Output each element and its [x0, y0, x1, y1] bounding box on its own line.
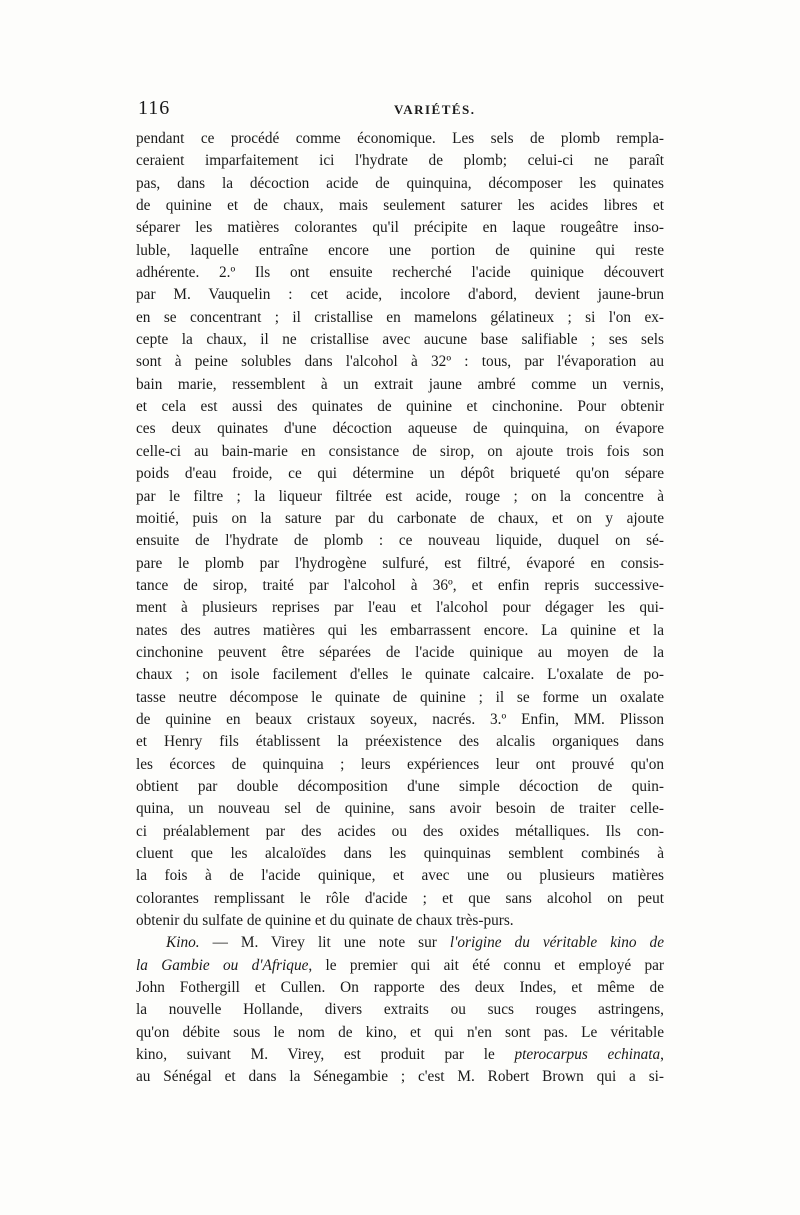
kino-paragraph-line: qu'on débite sous le nom de kino, et qui n'en sont pas. Le véritable — [136, 1023, 664, 1041]
text-line: tance de sirop, traité par l'alcohol à 36º, et enfin repris successive- — [136, 576, 664, 594]
text-line: ceraient imparfaitement ici l'hydrate de plomb; celui-ci ne paraît — [136, 152, 664, 170]
text-line: sont à peine solubles dans l'alcohol à 32º : tous, par l'évaporation au — [136, 353, 664, 371]
text-line: cinchonine peuvent être séparées de l'acide quinique au moyen de la — [136, 643, 664, 661]
kino-paragraph-line: John Fothergill et Cullen. On rapporte des deux Indes, et même de — [136, 979, 664, 997]
text-line: cepte la chaux, il ne cristallise avec aucune base salifiable ; ses sels — [136, 331, 664, 349]
text-line: tasse neutre décompose le quinate de quinine ; il se forme un oxalate — [136, 688, 664, 706]
text-line: moitié, puis on la sature par du carbonate de chaux, et on y ajoute — [136, 509, 664, 527]
text-line: adhérente. 2.º Ils ont ensuite recherché l'acide quinique découvert — [136, 264, 664, 282]
kino-paragraph-line — [136, 955, 664, 977]
running-head: VARIÉTÉS. — [394, 102, 476, 117]
text-line: en se concentrant ; il cristallise en mamelons gélatineux ; si l'on ex- — [136, 308, 664, 326]
kino-intro: — M. Virey lit une note sur — [199, 934, 450, 952]
text-line: par M. Vauquelin : cet acide, incolore d'abord, devient jaune-brun — [136, 286, 664, 304]
text-line: par le filtre ; la liqueur filtrée est acide, rouge ; on la concentre à — [136, 487, 664, 505]
text-line: de quinine en beaux cristaux soyeux, nacrés. 3.º Enfin, MM. Plisson — [136, 710, 664, 728]
kino-paragraph-line: la nouvelle Hollande, divers extraits ou sucs rouges astringens, — [136, 1001, 664, 1019]
kino-text: , — [660, 1046, 664, 1064]
text-line: poids d'eau froide, ce qui détermine un dépôt briqueté qu'on sépare — [136, 465, 664, 483]
text-line: et Henry fils établissent la préexistence des alcalis organiques dans — [136, 733, 664, 751]
page-header — [138, 97, 664, 121]
kino-text: , le premier qui ait été connu et employé par — [308, 956, 664, 974]
text-line: ment à plusieurs reprises par l'eau et l'alcohol pour dégager les qui- — [136, 599, 664, 617]
text-line: et cela est aussi des quinates de quinine et cinchonine. Pour obtenir — [136, 398, 664, 416]
kino-note-title-continued: la Gambie ou d'Afrique — [136, 956, 309, 974]
text-line: pas, dans la décoction acide de quinquina, décomposer les quinates — [136, 174, 664, 192]
kino-paragraph-first-line — [136, 932, 664, 954]
text-line: nates des autres matières qui les embarrassent encore. La quinine et la — [136, 621, 664, 639]
text-line: obtient par double décomposition d'une simple décoction de quin- — [136, 777, 664, 795]
kino-heading: Kino. — [166, 934, 200, 952]
kino-note-title: l'origine du véritable kino de — [449, 934, 664, 952]
kino-paragraph-line — [136, 1044, 664, 1066]
text-line: les écorces de quinquina ; leurs expériences leur ont prouvé qu'on — [136, 755, 664, 773]
text-line: colorantes remplissant le rôle d'acide ; et que sans alcohol on peut — [136, 889, 664, 907]
text-line: celle-ci au bain-marie en consistance de sirop, on ajoute trois fois son — [136, 442, 664, 460]
text-line-paragraph-end: obtenir du sulfate de quinine et du quinate de chaux très-purs. — [136, 912, 514, 930]
text-line: ces deux quinates d'une décoction aqueuse de quinquina, on évapore — [136, 420, 664, 438]
kino-species-name: pterocarpus echinata — [514, 1046, 661, 1064]
text-line: cluent que les alcaloïdes dans les quinquinas semblent combinés à — [136, 845, 664, 862]
text-line: ensuite de l'hydrate de plomb : ce nouveau liquide, duquel on sé- — [136, 532, 664, 550]
text-line: la fois à de l'acide quinique, et avec une ou plusieurs matières — [136, 867, 664, 885]
text-line: bain marie, ressemblent à un extrait jaune ambré comme un vernis, — [136, 375, 664, 393]
text-line: pare le plomb par l'hydrogène sulfuré, est filtré, évaporé en consis- — [136, 554, 664, 572]
kino-text: kino, suivant M. Virey, est produit par le — [136, 1046, 515, 1064]
text-line: pendant ce procédé comme économique. Les sels de plomb rempla- — [136, 130, 664, 147]
text-line: chaux ; on isole facilement d'elles le quinate calcaire. L'oxalate de po- — [136, 666, 664, 684]
text-line: séparer les matières colorantes qu'il précipite en laque rougeâtre inso- — [136, 219, 664, 237]
text-line: de quinine et de chaux, mais seulement saturer les acides libres et — [136, 197, 664, 215]
text-line: quina, un nouveau sel de quinine, sans avoir besoin de traiter celle- — [136, 800, 664, 818]
kino-paragraph-line: au Sénégal et dans la Sénegambie ; c'est M. Robert Brown qui a si- — [136, 1068, 664, 1086]
page-number: 116 — [138, 97, 171, 119]
body-text — [136, 128, 664, 1089]
text-line: ci préalablement par des acides ou des oxides métalliques. Ils con- — [136, 822, 664, 840]
text-line: luble, laquelle entraîne encore une portion de quinine qui reste — [136, 241, 664, 259]
